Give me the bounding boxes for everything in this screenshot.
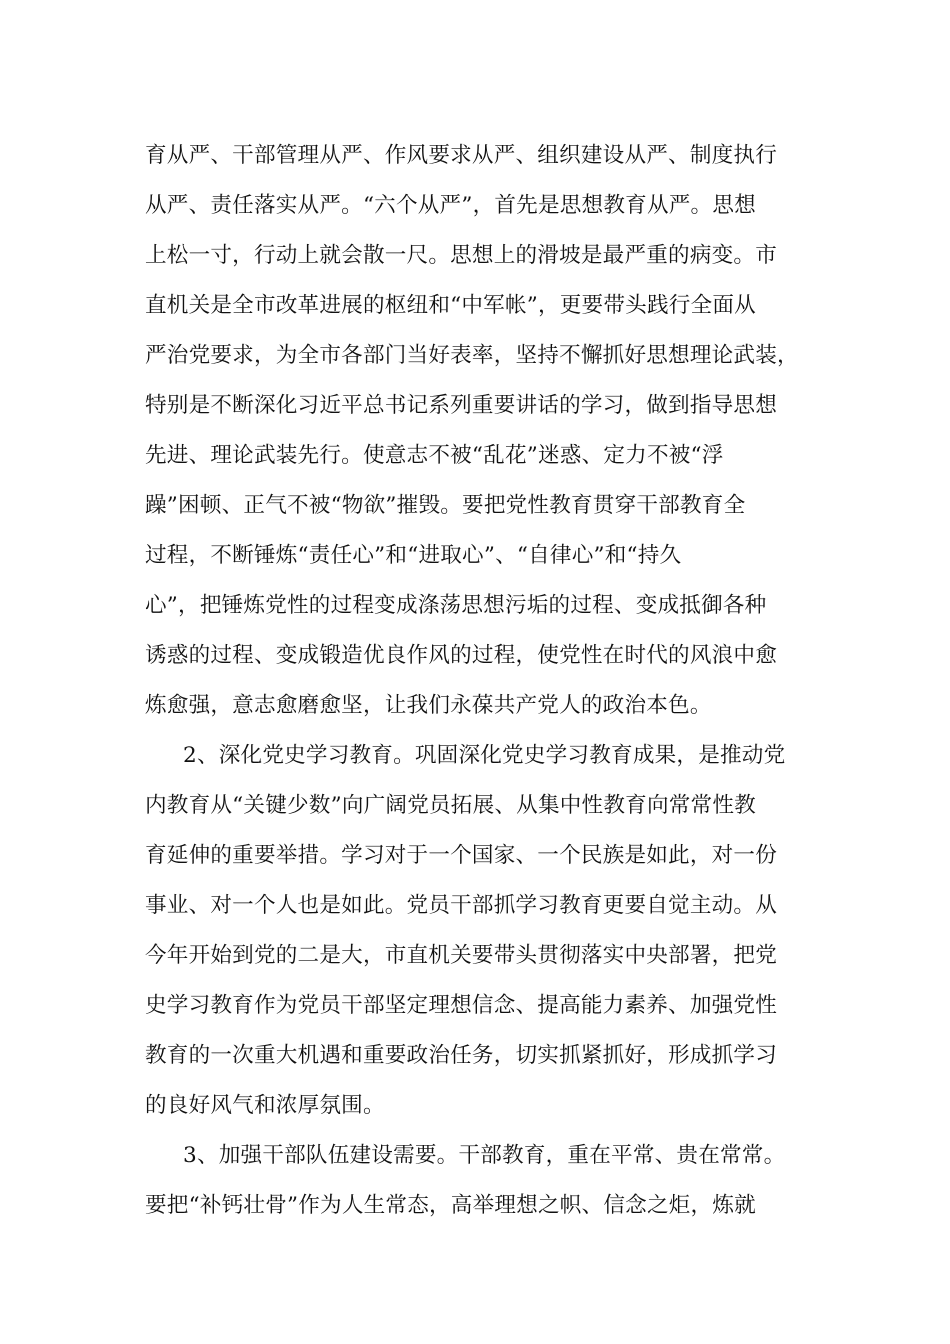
text-line: 事业、对一个人也是如此。党员干部抓学习教育更要自觉主动。从 xyxy=(145,893,778,918)
text-line: 的良好风气和浓厚氛围。 xyxy=(145,1093,385,1118)
text-line: 严治党要求，为全市各部门当好表率，坚持不懈抓好思想理论武装， xyxy=(145,343,799,368)
text-line: 直机关是全市改革进展的枢纽和“中军帐”，更要带头践行全面从 xyxy=(145,293,756,318)
text-line: 心”，把锤炼党性的过程变成涤荡思想污垢的过程、变成抵御各种 xyxy=(145,593,767,618)
text-line: 诱惑的过程、变成锻造优良作风的过程，使党性在时代的风浪中愈 xyxy=(145,643,778,668)
text-line: 躁”困顿、正气不被“物欲”摧毁。要把党性教育贯穿干部教育全 xyxy=(145,493,746,518)
text-line: 特别是不断深化习近平总书记系列重要讲话的学习，做到指导思想 xyxy=(145,393,778,418)
text-line: 史学习教育作为党员干部坚定理想信念、提高能力素养、加强党性 xyxy=(145,993,778,1018)
paragraph-2-heading-line: 2、深化党史学习教育。巩固深化党史学习教育成果，是推动党 xyxy=(183,743,786,768)
text-line: 先进、理论武装先行。使意志不被“乱花”迷惑、定力不被“浮 xyxy=(145,443,724,468)
text-line: 炼愈强，意志愈磨愈坚，让我们永葆共产党人的政治本色。 xyxy=(145,693,712,718)
text-line: 上松一寸，行动上就会散一尺。思想上的滑坡是最严重的病变。市 xyxy=(145,243,778,268)
paragraph-3-heading-line: 3、加强干部队伍建设需要。干部教育，重在平常、贵在常常。 xyxy=(183,1143,786,1168)
text-line: 内教育从“关键少数”向广阔党员拓展、从集中性教育向常常性教 xyxy=(145,793,756,818)
text-line: 从严、责任落实从严。“六个从严”，首先是思想教育从严。思想 xyxy=(145,193,756,218)
text-line: 教育的一次重大机遇和重要政治任务，切实抓紧抓好，形成抓学习 xyxy=(145,1043,778,1068)
text-line: 育延伸的重要举措。学习对于一个国家、一个民族是如此，对一份 xyxy=(145,843,778,868)
text-line: 育从严、干部管理从严、作风要求从严、组织建设从严、制度执行 xyxy=(145,143,778,168)
document-body xyxy=(145,131,809,1231)
text-line: 过程，不断锤炼“责任心”和“进取心”、“自律心”和“持久 xyxy=(145,543,682,568)
text-line: 今年开始到党的二是大，市直机关要带头贯彻落实中央部署，把党 xyxy=(145,943,778,968)
text-line: 要把“补钙壮骨”作为人生常态，高举理想之帜、信念之炬，炼就 xyxy=(145,1193,756,1218)
